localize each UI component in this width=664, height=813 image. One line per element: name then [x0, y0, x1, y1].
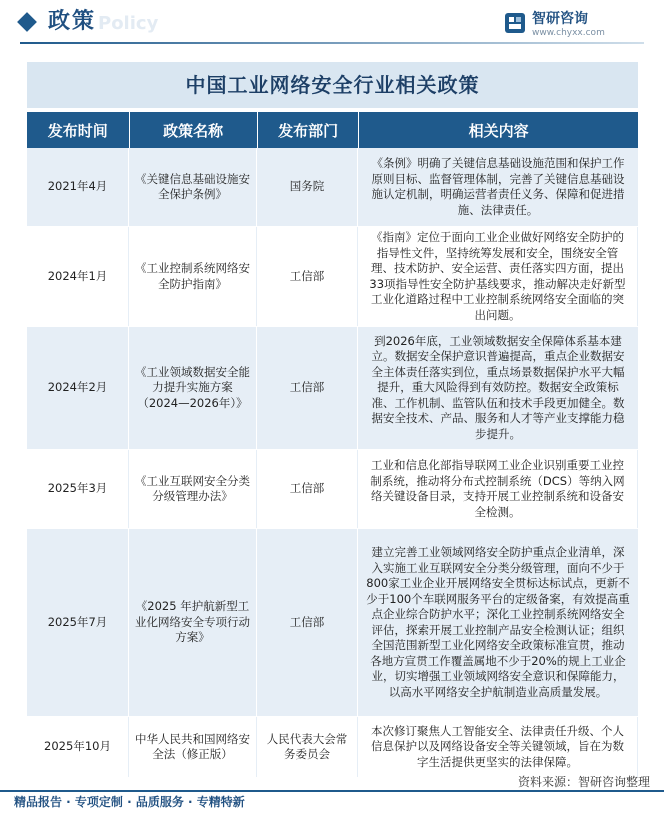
cell-content: 建立完善工业领域网络安全防护重点企业清单，深入实施工业互联网安全分类分级管理，面向不少于800家工业企业开展网络安全贯标达标试点，更新不少于100个车联网服务平台的定级备案，有效提高重点企业综合防护水平；深化工业控制系统网络安全评估，探索开展工业控制产品安全检测认证；组织全国范围新型工业化网络安全政策标准宣贯，推动各地方宣贯工作覆盖属地不少于20%的规上工业企业，切实增强工业领域网络安全意识和保障能力，以高水平网络安全护航制造业高质量发展。 [366, 545, 630, 699]
cell-date: 2025年3月 [27, 450, 129, 528]
column-header-date: 发布时间 [27, 112, 130, 148]
table-header-row [27, 112, 638, 148]
cell-content: 《指南》定位于面向工业企业做好网络安全防护的指导性文件，坚持统筹发展和安全，围绕安全管理、技术防护、安全运营、责任落实四方面，提出33项指导性安全防护基线要求，推动解决走好新型工业化道路过程中工业控制系统网络安全面临的突出问题。 [358, 227, 638, 326]
column-header-name: 政策名称 [130, 112, 258, 148]
cell-content: 《条例》明确了关键信息基础设施范围和保护工作原则目标、监督管理体制，完善了关键信息基础设施认定机制，明确运营者责任义务、保障和促进措施、法律责任。 [371, 156, 625, 217]
brand-logo[interactable] [504, 10, 644, 42]
cell-date: 2024年1月 [27, 227, 129, 326]
cell-policy-name: 《关键信息基础设施安全保护条例》 [129, 148, 257, 226]
column-header-content: 相关内容 [468, 121, 529, 140]
cell-content: 本次修订聚焦人工智能安全、法律责任升级、个人信息保护以及网络设备安全等关键领域，旨在为数字生活提供更坚实的法律保障。 [358, 717, 638, 777]
cell-date: 2025年7月 [27, 529, 129, 716]
brand-name: 智研咨询 [532, 11, 588, 27]
cell-date: 2024年2月 [27, 327, 129, 449]
brand-logo-icon [504, 12, 526, 34]
cell-dept: 工信部 [257, 327, 358, 449]
footer-slogan: 精品报告 · 专项定制 · 品质服务 · 专精特新 [14, 795, 245, 809]
cell-date: 2021年4月 [27, 148, 129, 226]
table-row [27, 717, 638, 778]
table-row [27, 529, 638, 717]
header-divider [20, 42, 644, 44]
table-row [27, 148, 638, 227]
cell-policy-name: 《2025 年护航新型工业化网络安全专项行动方案》 [129, 529, 257, 716]
section-title: 政策 [48, 9, 97, 34]
section-title-watermark: Policy [98, 13, 159, 34]
source-note: 资料来源：智研咨询整理 [517, 775, 650, 789]
policy-table [27, 112, 638, 778]
cell-dept: 工信部 [257, 450, 358, 528]
cell-content: 到2026年底，工业领域数据安全保障体系基本建立。数据安全保护意识普遍提高，重点企业数据安全主体责任落实到位，重点场景数据保护水平大幅提升，重大风险得到有效防控。数据安全政策标准、工作机制、监管队伍和技术手段更加健全。数据安全技术、产品、服务和人才等产业支撑能力稳步提升。 [371, 333, 625, 441]
cell-policy-name: 《工业领域数据安全能力提升实施方案（2024—2026年）》 [129, 327, 257, 449]
page-header [0, 0, 664, 48]
column-header-dept: 发布部门 [258, 112, 360, 148]
cell-policy-name: 《工业控制系统网络安全防护指南》 [129, 227, 257, 326]
cell-policy-name: 《工业互联网安全分类分级管理办法》 [129, 450, 257, 528]
cell-dept: 工信部 [257, 529, 358, 716]
table-row [27, 450, 638, 529]
cell-dept: 工信部 [257, 227, 358, 326]
footer-divider [0, 790, 664, 792]
table-row [27, 327, 638, 450]
diamond-icon [17, 12, 37, 32]
cell-policy-name: 中华人民共和国网络安全法（修正版） [129, 717, 257, 777]
cell-content: 工业和信息化部指导联网工业企业识别重要工业控制系统，推动将分布式控制系统（DCS）等纳入网络关键设备目录，支持开展工业控制系统和设备安全检测。 [358, 450, 638, 528]
table-title: 中国工业网络安全行业相关政策 [27, 62, 638, 108]
cell-date: 2025年10月 [27, 717, 129, 777]
brand-url[interactable]: www.chyxx.com [532, 28, 605, 38]
table-row [27, 227, 638, 327]
cell-dept: 国务院 [257, 148, 358, 226]
cell-dept: 人民代表大会常务委员会 [257, 717, 358, 777]
